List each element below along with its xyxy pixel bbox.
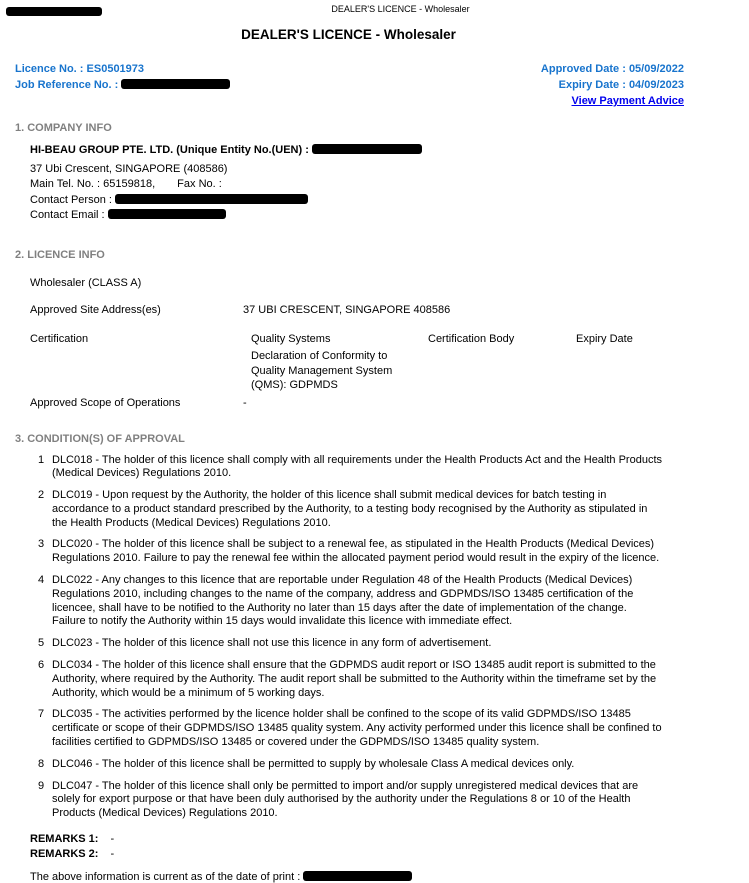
condition-number: 4	[38, 574, 45, 587]
licence-meta	[0, 61, 697, 109]
document-header-text: DEALER'S LICENCE - Wholesaler	[331, 4, 470, 14]
condition-item-3	[30, 538, 669, 566]
date-of-print-label: The above information is current as of the date of print :	[30, 871, 301, 883]
approved-site-address-row	[30, 304, 669, 316]
approved-date-value: 05/09/2022	[628, 63, 684, 75]
main-tel-label: Main Tel. No. : 65159818,	[30, 178, 156, 190]
remarks-2-line	[30, 847, 669, 862]
contact-email-line	[30, 208, 669, 224]
remarks-2-value: -	[110, 848, 115, 861]
licence-meta-right	[541, 61, 684, 109]
condition-item-1	[30, 454, 669, 482]
condition-text: DLC018 - The holder of this licence shall comply with all requirements under the Health Products Act and the Health Products (Medical Devices) Regulations 2010.	[52, 453, 663, 480]
page-title: DEALER'S LICENCE - Wholesaler	[241, 27, 456, 42]
remarks-1-label: REMARKS 1:	[30, 833, 99, 846]
licence-number-value: ES0501973	[86, 63, 145, 75]
remarks-1-line	[30, 832, 669, 847]
expiry-date-line	[541, 77, 684, 93]
condition-number: 1	[38, 453, 45, 466]
condition-text: DLC035 - The activities performed by the licence holder shall be confined to the scope of its valid GDPMDS/ISO 13485 certificate or scope of their GDPMDS/ISO 13485 quality system. Any activity performed under this licence shall be confined to facilities certified to GDPMDS/ISO 13485 or covered under the GDPMDS/ISO 13485 quality system.	[52, 708, 662, 749]
condition-number: 9	[38, 779, 45, 792]
certification-table-header	[30, 332, 669, 347]
condition-text: DLC020 - The holder of this licence shall be subject to a renewal fee, as stipulated in the Health Products (Medical Devices) Regulations 2010. Failure to pay the renewal fee within the allocated payment period would result in the expiry of the licence.	[52, 538, 660, 565]
condition-text: DLC022 - Any changes to this licence that are reportable under Regulation 48 of the Health Products (Medical Devices) Regulations 2010, including changes to the name of the company, address and GDPMDS/ISO 13485 certification of the licencee, shall have to be notified to the Authority no later than 15 days after the date of implementation of the change. Failure to notify the Authority within 15 days would invalidate this licence with immediate effect.	[52, 574, 634, 628]
company-name-text: HI-BEAU GROUP PTE. LTD. (Unique Entity No.(UEN) :	[30, 144, 309, 156]
approved-site-address-label: Approved Site Address(es)	[30, 303, 161, 316]
contact-person-line	[30, 193, 669, 209]
col-header-expiry-date: Expiry Date	[576, 332, 633, 345]
col-header-certification: Certification	[30, 332, 89, 345]
col-header-certification-body: Certification Body	[428, 332, 515, 345]
remarks-1-value: -	[110, 833, 115, 846]
condition-text: DLC019 - Upon request by the Authority, the holder of this licence shall submit medical devices for batch testing in accordance to a product standard prescribed by the Authority, to a testing body recognised by the Authority as stipulated in the Health Products (Medical Devices) Regulations 2010.	[52, 489, 648, 529]
approved-date-label: Approved Date :	[540, 63, 626, 75]
cell-expiry-date	[576, 349, 669, 393]
contact-person-label: Contact Person :	[30, 193, 112, 206]
approved-site-address-value: 37 UBI CRESCENT, SINGAPORE 408586	[243, 303, 451, 316]
licence-class: Wholesaler (CLASS A)	[30, 276, 142, 289]
redaction-job-reference	[121, 79, 230, 89]
company-info-block	[0, 143, 697, 224]
redaction-date-of-print	[303, 871, 412, 881]
redaction-contact-email	[108, 209, 226, 219]
condition-number: 6	[38, 659, 45, 672]
remarks-2-label: REMARKS 2:	[30, 848, 99, 861]
conditions-list	[0, 454, 697, 822]
condition-text: DLC047 - The holder of this licence shall only be permitted to import and/or supply unregistered medical devices that are solely for export purpose or that have been duly authorised by the authority under the Regulations 8 or 10 of the Health Products (Medical Devices) Regulations 2010.	[52, 779, 639, 820]
condition-number: 8	[38, 757, 45, 770]
cell-certification-body	[428, 349, 576, 393]
condition-item-4	[30, 574, 669, 629]
redaction-contact-person	[115, 194, 308, 204]
licence-number-line	[15, 61, 230, 77]
cell-certification	[30, 349, 251, 393]
condition-number: 7	[38, 708, 45, 721]
view-payment-advice-link[interactable]: View Payment Advice	[571, 95, 684, 107]
condition-item-6	[30, 659, 669, 700]
company-tel-line	[30, 177, 669, 193]
condition-item-8	[30, 758, 669, 772]
date-of-print-line	[0, 871, 697, 883]
expiry-date-value: 04/09/2023	[628, 79, 684, 91]
section-heading-conditions: 3. CONDITION(S) OF APPROVAL	[15, 432, 185, 445]
condition-text: DLC046 - The holder of this licence shall be permitted to supply by wholesale Class A medical devices only.	[52, 757, 575, 770]
cell-quality-systems: Declaration of Conformity to Quality Management System (QMS): GDPMDS	[251, 350, 393, 391]
section-heading-licence-info: 2. LICENCE INFO	[15, 248, 105, 261]
condition-number: 2	[38, 489, 45, 502]
col-header-quality-systems: Quality Systems	[251, 332, 331, 345]
certification-table-row	[30, 349, 669, 393]
condition-item-5	[30, 637, 669, 651]
remarks-block	[0, 832, 697, 862]
condition-item-9	[30, 780, 669, 821]
approved-date-line	[541, 61, 684, 77]
licence-info-block	[0, 277, 697, 409]
approved-scope-row	[30, 397, 669, 409]
condition-text: DLC034 - The holder of this licence shall ensure that the GDPMDS audit report or ISO 13485 audit report is submitted to the Authority, where required by the Authority. The audit report shall be submitted to the Authority within the timeframe set by the Authority, which would be a minimum of 5 working days.	[52, 659, 657, 699]
expiry-date-label: Expiry Date :	[558, 79, 626, 91]
licence-number-label: Licence No. :	[15, 63, 84, 75]
condition-number: 3	[38, 538, 45, 551]
company-address: 37 Ubi Crescent, SINGAPORE (408586)	[30, 162, 228, 175]
licence-meta-left	[15, 61, 230, 109]
job-reference-label: Job Reference No. :	[15, 79, 119, 91]
condition-item-2	[30, 489, 669, 530]
fax-label: Fax No. :	[177, 178, 222, 190]
condition-number: 5	[38, 637, 45, 650]
redaction-uen	[312, 144, 422, 154]
certification-table	[30, 332, 669, 393]
approved-scope-value: -	[243, 396, 247, 409]
condition-text: DLC023 - The holder of this licence shall not use this licence in any form of advertisement.	[52, 637, 492, 650]
condition-item-7	[30, 708, 669, 749]
company-name-line	[30, 143, 669, 159]
section-heading-company-info: 1. COMPANY INFO	[15, 122, 112, 134]
approved-scope-label: Approved Scope of Operations	[30, 396, 181, 409]
contact-email-label: Contact Email :	[30, 209, 105, 221]
job-reference-line	[15, 77, 230, 93]
